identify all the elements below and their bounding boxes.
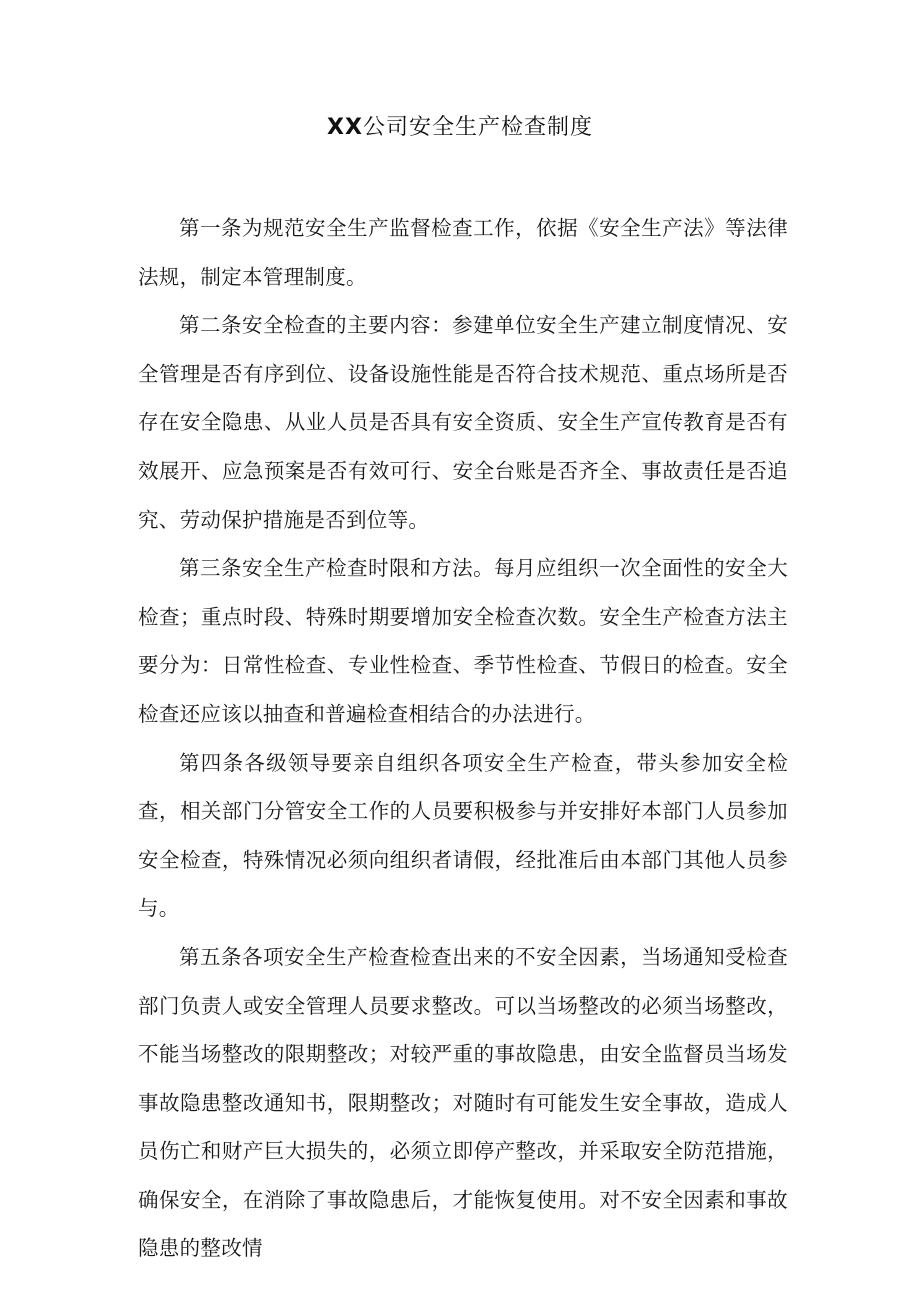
article-5-paragraph: 第五条各项安全生产检查检查出来的不安全因素，当场通知受检查部门负责人或安全管理人员要求整改。可以当场整改的必须当场整改，不能当场整改的限期整改；对较严重的事故隐患，由安全监督员当场发事故隐患整改通知书，限期整改；对随时有可能发生安全事故，造成人员伤亡和财产巨大损失的，必须立即停产整改，并采取安全防范措施，确保安全，在消除了事故隐患后，才能恢复使用。对不安全因素和事故隐患的整改情 — [138, 944, 788, 1261]
document-body — [138, 204, 788, 1273]
article-4-paragraph: 第四条各级领导要亲自组织各项安全生产检查，带头参加安全检查，相关部门分管安全工作的人员要积极参与并安排好本部门人员参加安全检查，特殊情况必须向组织者请假，经批准后由本部门其他人员参与。 — [138, 750, 788, 921]
title-prefix: XX — [327, 115, 363, 140]
title-text: 公司安全生产检查制度 — [362, 115, 593, 140]
article-1-paragraph: 第一条为规范安全生产监督检查工作，依据《安全生产法》等法律法规，制定本管理制度。 — [138, 216, 788, 289]
document-title — [0, 112, 920, 144]
article-3-paragraph: 第三条安全生产检查时限和方法。每月应组织一次全面性的安全大检查；重点时段、特殊时期要增加安全检查次数。安全生产检查方法主要分为：日常性检查、专业性检查、季节性检查、节假日的检查。安全检查还应该以抽查和普遍检查相结合的办法进行。 — [138, 556, 788, 726]
article-2-paragraph: 第二条安全检查的主要内容：参建单位安全生产建立制度情况、安全管理是否有序到位、设备设施性能是否符合技术规范、重点场所是否存在安全隐患、从业人员是否具有安全资质、安全生产宣传教育是否有效展开、应急预案是否有效可行、安全台账是否齐全、事故责任是否追究、劳动保护措施是否到位等。 — [138, 313, 788, 532]
